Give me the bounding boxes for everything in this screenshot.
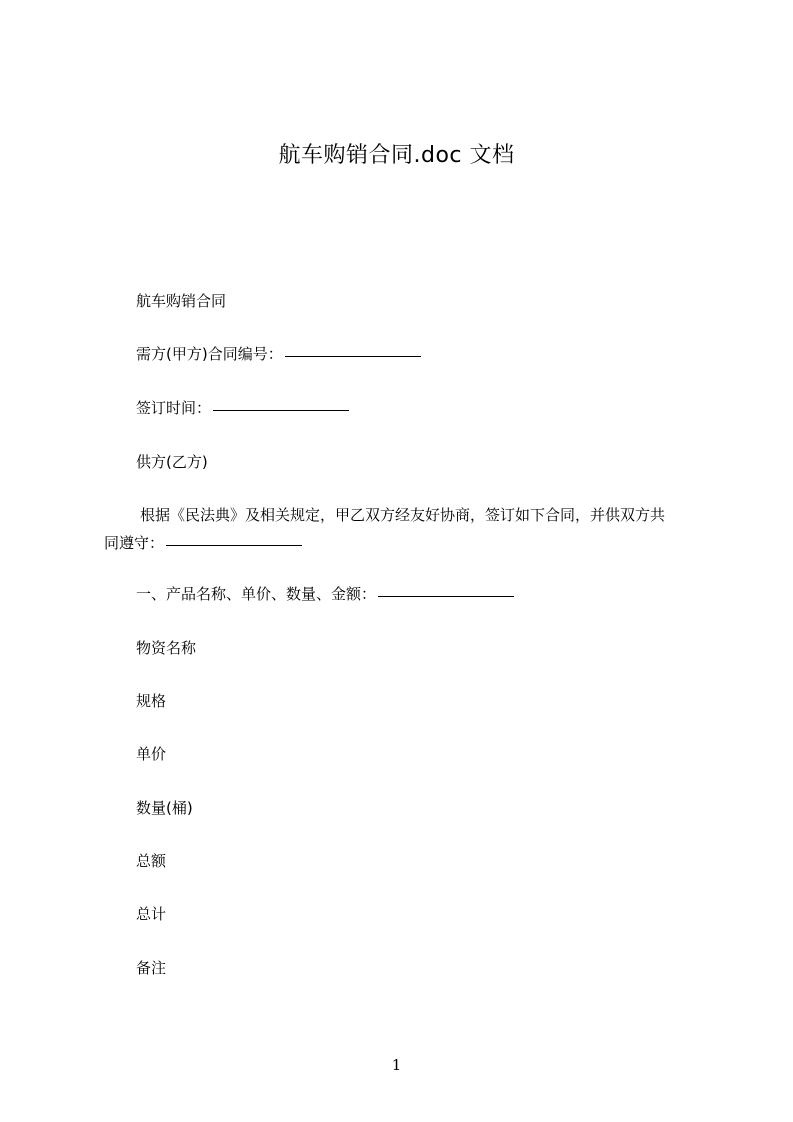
contract-heading: 航车购销合同 bbox=[136, 292, 227, 310]
buyer-contract-number-line bbox=[136, 343, 421, 365]
section-1-blank bbox=[378, 595, 514, 597]
preamble-line-1: 根据《民法典》及相关规定，甲乙双方经友好协商，签订如下合同，并供双方共 bbox=[140, 506, 666, 524]
field-grand-total: 总计 bbox=[136, 905, 167, 923]
field-unit-price: 单价 bbox=[136, 745, 167, 763]
field-material-name: 物资名称 bbox=[136, 639, 197, 657]
preamble-blank bbox=[166, 544, 302, 546]
preamble-line-2-text: 同遵守： bbox=[104, 534, 165, 552]
contract-number-blank bbox=[285, 355, 421, 357]
section-1-label: 一、产品名称、单价、数量、金额： bbox=[136, 585, 377, 603]
supplier-label: 供方(乙方) bbox=[136, 453, 208, 471]
sign-time-line bbox=[136, 397, 349, 419]
page-number: 1 bbox=[391, 1056, 402, 1074]
field-remarks: 备注 bbox=[136, 959, 167, 977]
preamble-line-2 bbox=[104, 529, 724, 557]
field-total-amount: 总额 bbox=[136, 852, 167, 870]
section-1-line bbox=[136, 583, 514, 605]
field-quantity: 数量(桶) bbox=[136, 799, 193, 817]
document-title: 航车购销合同.doc 文档 bbox=[278, 143, 515, 168]
preamble-paragraph bbox=[104, 501, 724, 557]
field-specification: 规格 bbox=[136, 692, 167, 710]
sign-time-blank bbox=[213, 409, 349, 411]
sign-time-label: 签订时间： bbox=[136, 399, 212, 417]
buyer-contract-number-label: 需方(甲方)合同编号： bbox=[136, 345, 283, 363]
